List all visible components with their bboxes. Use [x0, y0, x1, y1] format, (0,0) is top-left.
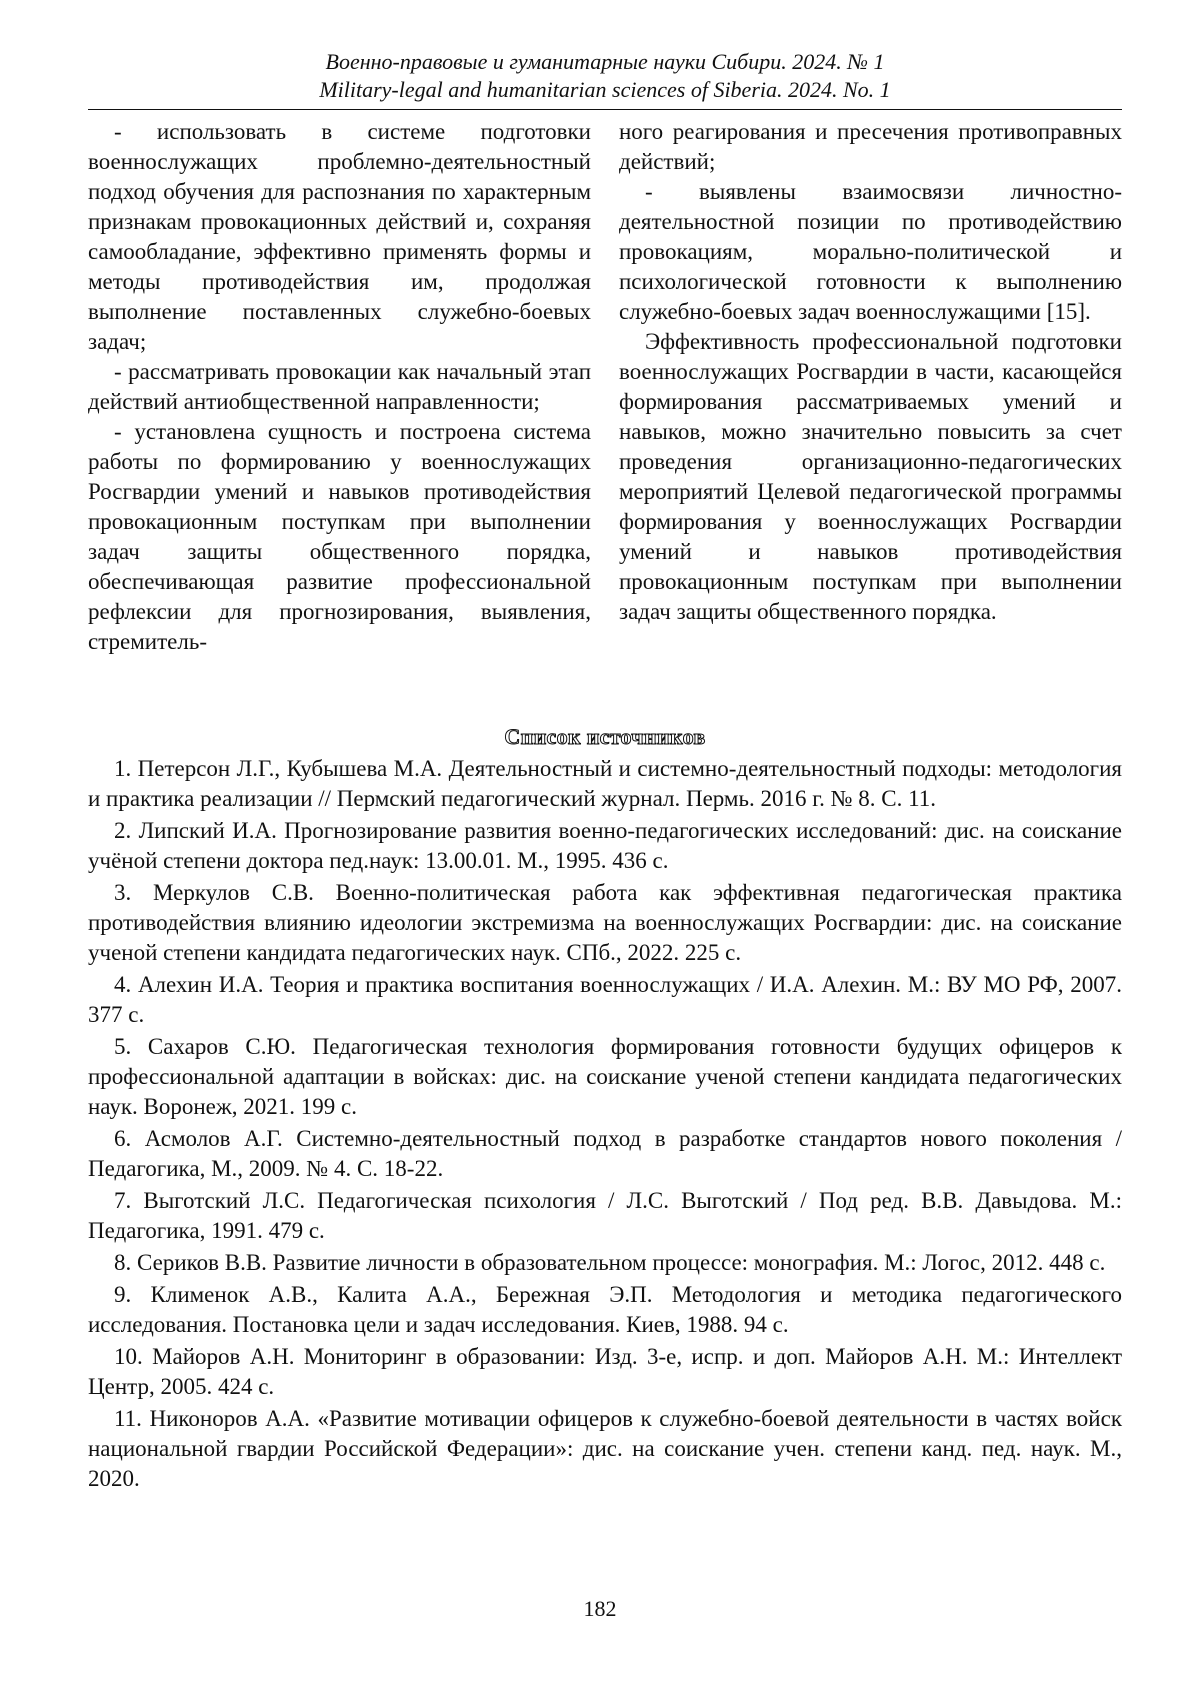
reference-item: 2. Липский И.А. Прогнозирование развития военно-педагогических исследований: дис. на соискание учёной степени доктора пед.наук: 13.00.01. М., 1995. 436 с. — [88, 818, 1122, 873]
page-number: 182 — [583, 1596, 617, 1621]
body-columns — [88, 117, 1122, 657]
reference-item: 6. Асмолов А.Г. Системно-деятельностный подход в разработке стандартов нового поколения / Педагогика, М., 2009. № 4. С. 18-22. — [88, 1126, 1122, 1181]
list-item: - установлена сущность и построена система работы по формированию у военнослужащих Росгвардии умений и навыков противодействия провокационным поступкам при выполнении задач защиты общественного порядка, обеспечивающая развитие профессиональной рефлексии для прогнозирования, выявления, стремитель- — [88, 419, 591, 654]
header-title-en: Military-legal and humanitarian sciences of Siberia. 2024. No. 1 — [319, 77, 891, 102]
reference-item: 3. Меркулов С.В. Военно-политическая работа как эффективная педагогическая практика противодействия влиянию идеологии экстремизма на военнослужащих Росгвардии: дис. на соискание ученой степени кандидата педагогических наук. СПб., 2022. 225 с. — [88, 880, 1122, 965]
list-item: - выявлены взаимосвязи личностно-деятельностной позиции по противодействию провокациям, морально-политической и психологической готовности к выполнению служебно-боевых задач военнослужащими [15]. — [619, 179, 1122, 324]
reference-item: 4. Алехин И.А. Теория и практика воспитания военнослужащих / И.А. Алехин. М.: ВУ МО РФ, 2007. 377 с. — [88, 972, 1122, 1027]
reference-item: 8. Сериков В.В. Развитие личности в образовательном процессе: монография. М.: Логос, 2012. 448 с. — [114, 1250, 1106, 1275]
reference-item: 11. Никоноров А.А. «Развитие мотивации офицеров к служебно-боевой деятельности в частях войск национальной гвардии Российской Федерации»: дис. на соискание учен. степени канд. пед. наук. М., 2020. — [88, 1406, 1122, 1491]
references-title: Список источников — [504, 724, 706, 749]
reference-item: 1. Петерсон Л.Г., Кубышева М.А. Деятельностный и системно-деятельностный подходы: методология и практика реализации // Пермский педагогический журнал. Пермь. 2016 г. № 8. С. 11. — [88, 756, 1122, 811]
header-divider — [88, 109, 1122, 110]
reference-item: 7. Выготский Л.С. Педагогическая психология / Л.С. Выготский / Под ред. В.В. Давыдова. М.: Педагогика, 1991. 479 с. — [88, 1188, 1122, 1243]
paragraph: Эффективность профессиональной подготовки военнослужащих Росгвардии в части, касающейся формирования рассматриваемых умений и навыков, можно значительно повысить за счет проведения организационно-педагогических мероприятий Целевой педагогической программы формирования у военнослужащих Росгвардии умений и навыков противодействия провокационным поступкам при выполнении задач защиты общественного порядка. — [619, 329, 1122, 624]
references-list — [88, 754, 1122, 1494]
reference-item: 9. Клименок А.В., Калита А.А., Бережная Э.П. Методология и методика педагогического исследования. Постановка цели и задач исследования. Киев, 1988. 94 с. — [88, 1282, 1122, 1337]
list-item-continuation: ного реагирования и пресечения противоправных действий; — [619, 119, 1122, 174]
list-item: - использовать в системе подготовки военнослужащих проблемно-деятельностный подход обучения для распознания по характерным признакам провокационных действий и, сохраняя самообладание, эффективно применять формы и методы противодействия им, продолжая выполнение поставленных служебно-боевых задач; — [88, 119, 591, 354]
right-column — [619, 117, 1122, 657]
header-title-ru: Военно-правовые и гуманитарные науки Сибири. 2024. № 1 — [325, 49, 885, 74]
left-column — [88, 117, 591, 657]
references-section — [88, 722, 1122, 1496]
reference-item: 10. Майоров А.Н. Мониторинг в образовании: Изд. 3-е, испр. и доп. Майоров А.Н. М.: Интеллект Центр, 2005. 424 с. — [88, 1344, 1122, 1399]
running-header — [88, 48, 1122, 104]
reference-item: 5. Сахаров С.Ю. Педагогическая технология формирования готовности будущих офицеров к профессиональной адаптации в войсках: дис. на соискание ученой степени кандидата педагогических наук. Воронеж, 2021. 199 с. — [88, 1034, 1122, 1119]
list-item: - рассматривать провокации как начальный этап действий антиобщественной направленности; — [88, 359, 591, 414]
